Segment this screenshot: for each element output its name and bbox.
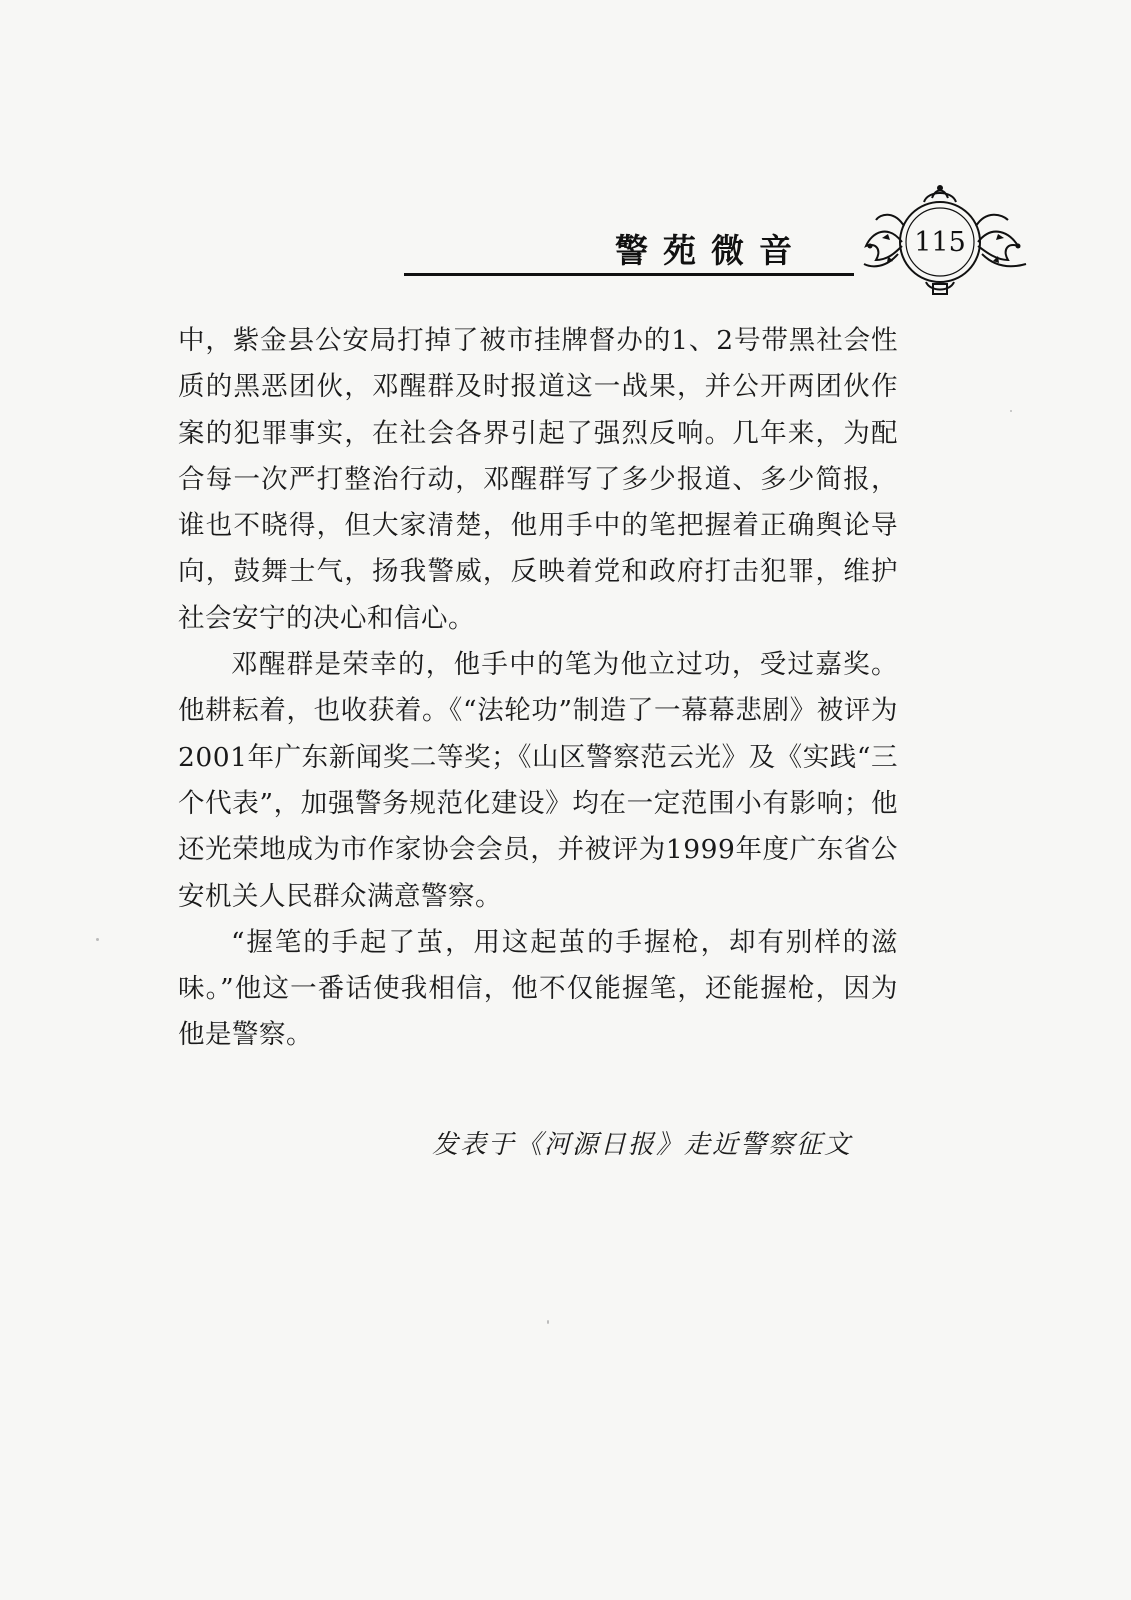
scan-speck	[547, 1320, 549, 1324]
paragraph-1: 中，紫金县公安局打掉了被市挂牌督办的1、2号带黑社会性质的黑恶团伙，邓醒群及时报道这一战果，并公开两团伙作案的犯罪事实，在社会各界引起了强烈反响。几年来，为配合每一次严打整治行动，邓醒群写了多少报道、多少简报，谁也不晓得，但大家清楚，他用手中的笔把握着正确舆论导向，鼓舞士气，扬我警威，反映着党和政府打击犯罪，维护社会安宁的决心和信心。	[178, 325, 898, 634]
running-title: 警苑微音	[615, 231, 807, 270]
scan-speck	[1010, 410, 1012, 412]
header-rule	[404, 273, 854, 276]
scan-speck	[96, 938, 99, 941]
source-attribution: 发表于《河源日报》走近警察征文	[432, 1130, 853, 1160]
paragraph-2: 邓醒群是荣幸的，他手中的笔为他立过功，受过嘉奖。他耕耘着，也收获着。《“法轮功”制造了一幕幕悲剧》被评为2001年广东新闻奖二等奖；《山区警察范云光》及《实践“三个代表”，加强警务规范化建设》均在一定范围小有影响；他还光荣地成为市作家协会会员，并被评为1999年度广东省公安机关人民群众满意警察。	[178, 649, 898, 912]
body-text	[178, 318, 898, 1059]
paragraph-3: “握笔的手起了茧，用这起茧的手握枪，却有别样的滋味。”他这一番话使我相信，他不仅能握笔，还能握枪，因为他是警察。	[178, 926, 898, 1051]
page-number: 115	[914, 227, 966, 258]
